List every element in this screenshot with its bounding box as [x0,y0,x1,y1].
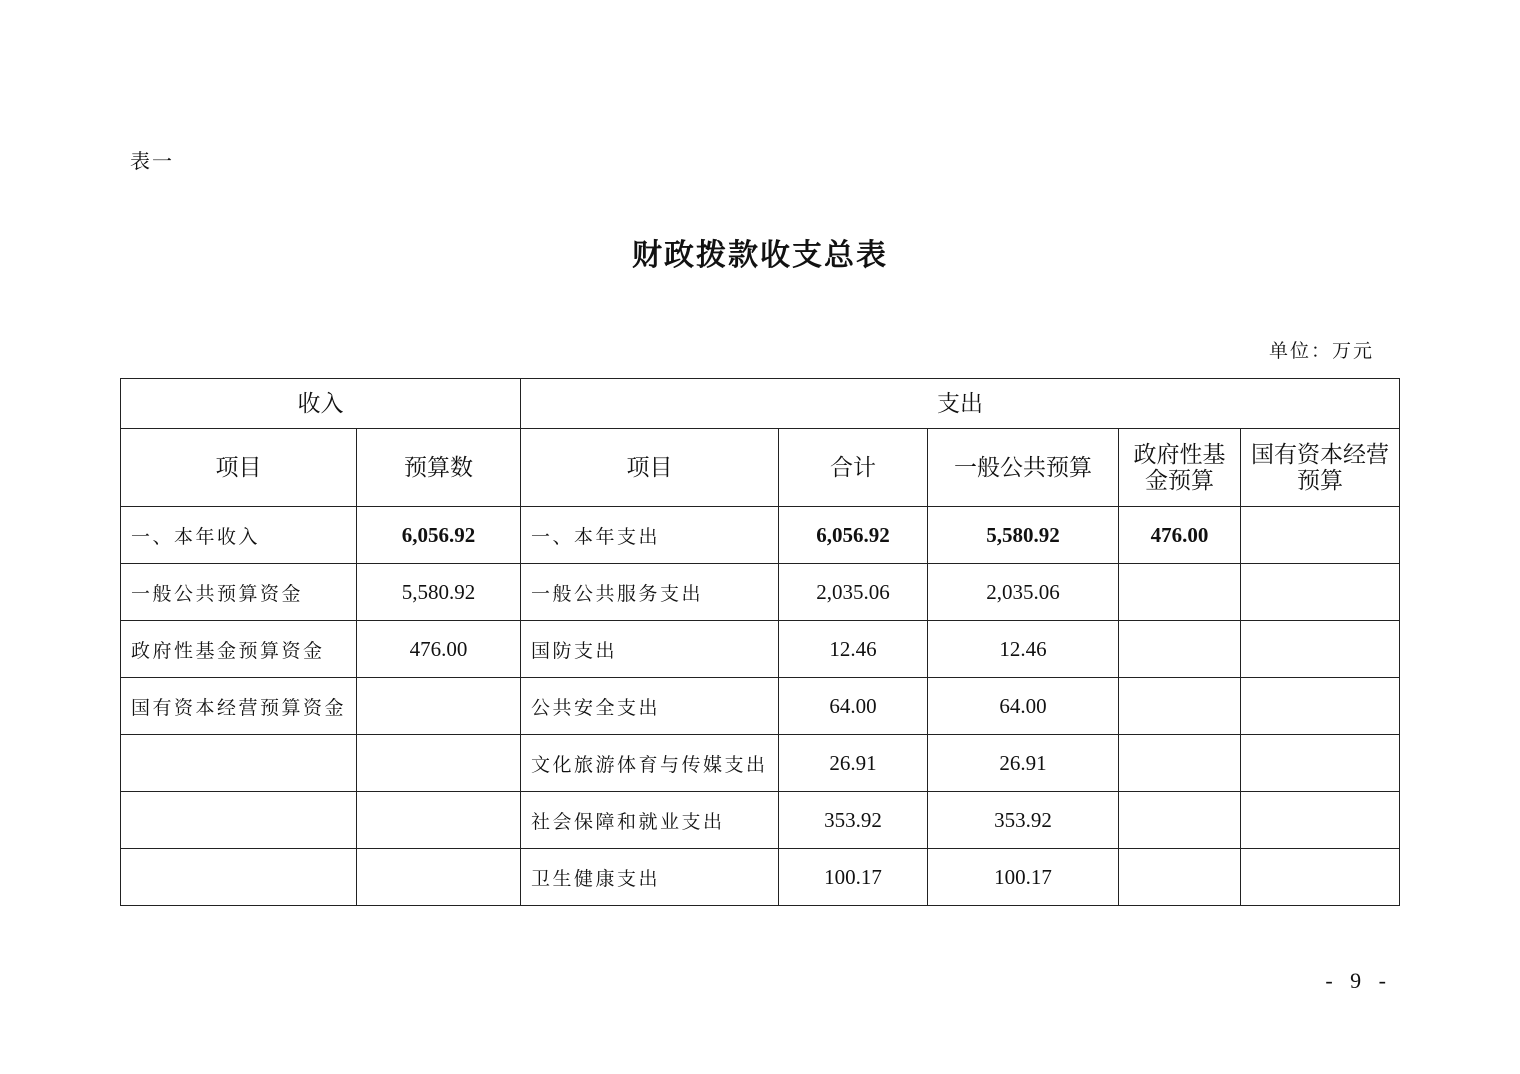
general-budget-cell: 2,035.06 [928,564,1119,621]
header-row-group [121,379,1400,429]
general-budget-cell: 26.91 [928,735,1119,792]
table-row [121,564,1400,621]
income-item-cell: 一、本年收入 [121,507,357,564]
expense-item-cell: 社会保障和就业支出 [521,792,779,849]
table-row [121,735,1400,792]
expense-total-header: 合计 [779,429,928,507]
state-capital-budget-cell [1241,507,1400,564]
gov-fund-budget-cell: 476.00 [1119,507,1241,564]
income-item-header: 项目 [121,429,357,507]
expense-item-cell: 国防支出 [521,621,779,678]
income-item-cell: 国有资本经营预算资金 [121,678,357,735]
general-budget-cell: 12.46 [928,621,1119,678]
gov-fund-budget-cell [1119,849,1241,906]
income-budget-cell: 476.00 [357,621,521,678]
table-row [121,849,1400,906]
general-budget-header: 一般公共预算 [928,429,1119,507]
expense-item-cell: 卫生健康支出 [521,849,779,906]
table-row [121,792,1400,849]
gov-fund-budget-cell [1119,735,1241,792]
expense-item-cell: 公共安全支出 [521,678,779,735]
page-title: 财政拨款收支总表 [632,238,888,273]
state-capital-budget-cell [1241,621,1400,678]
expense-item-cell: 一般公共服务支出 [521,564,779,621]
expense-item-cell: 一、本年支出 [521,507,779,564]
gov-fund-budget-cell [1119,564,1241,621]
general-budget-cell: 64.00 [928,678,1119,735]
income-item-cell: 政府性基金预算资金 [121,621,357,678]
expense-total-cell: 2,035.06 [779,564,928,621]
expense-total-cell: 26.91 [779,735,928,792]
income-budget-header: 预算数 [357,429,521,507]
income-budget-cell: 5,580.92 [357,564,521,621]
income-budget-cell: 6,056.92 [357,507,521,564]
gov-fund-budget-header: 政府性基金预算 [1119,429,1241,507]
table-row [121,507,1400,564]
header-row-columns [121,429,1400,507]
page-number: - 9 - [1325,968,1392,993]
general-budget-cell: 5,580.92 [928,507,1119,564]
expense-total-cell: 100.17 [779,849,928,906]
state-capital-budget-cell [1241,792,1400,849]
budget-summary-table [120,378,1400,906]
expense-header: 支出 [521,379,1400,429]
income-item-cell [121,735,357,792]
table-row [121,621,1400,678]
unit-label: 单位：万元 [1268,340,1374,362]
state-capital-budget-header: 国有资本经营预算 [1241,429,1400,507]
income-budget-cell [357,678,521,735]
expense-total-cell: 12.46 [779,621,928,678]
expense-item-header: 项目 [521,429,779,507]
gov-fund-budget-cell [1119,792,1241,849]
general-budget-cell: 353.92 [928,792,1119,849]
income-item-cell [121,792,357,849]
income-item-cell [121,849,357,906]
general-budget-cell: 100.17 [928,849,1119,906]
income-header: 收入 [121,379,521,429]
expense-item-cell: 文化旅游体育与传媒支出 [521,735,779,792]
income-budget-cell [357,849,521,906]
gov-fund-budget-cell [1119,678,1241,735]
income-budget-cell [357,735,521,792]
income-item-cell: 一般公共预算资金 [121,564,357,621]
expense-total-cell: 64.00 [779,678,928,735]
table-label: 表一 [130,149,174,173]
state-capital-budget-cell [1241,849,1400,906]
expense-total-cell: 353.92 [779,792,928,849]
state-capital-budget-cell [1241,735,1400,792]
table-row [121,678,1400,735]
income-budget-cell [357,792,521,849]
gov-fund-budget-cell [1119,621,1241,678]
state-capital-budget-cell [1241,564,1400,621]
expense-total-cell: 6,056.92 [779,507,928,564]
state-capital-budget-cell [1241,678,1400,735]
